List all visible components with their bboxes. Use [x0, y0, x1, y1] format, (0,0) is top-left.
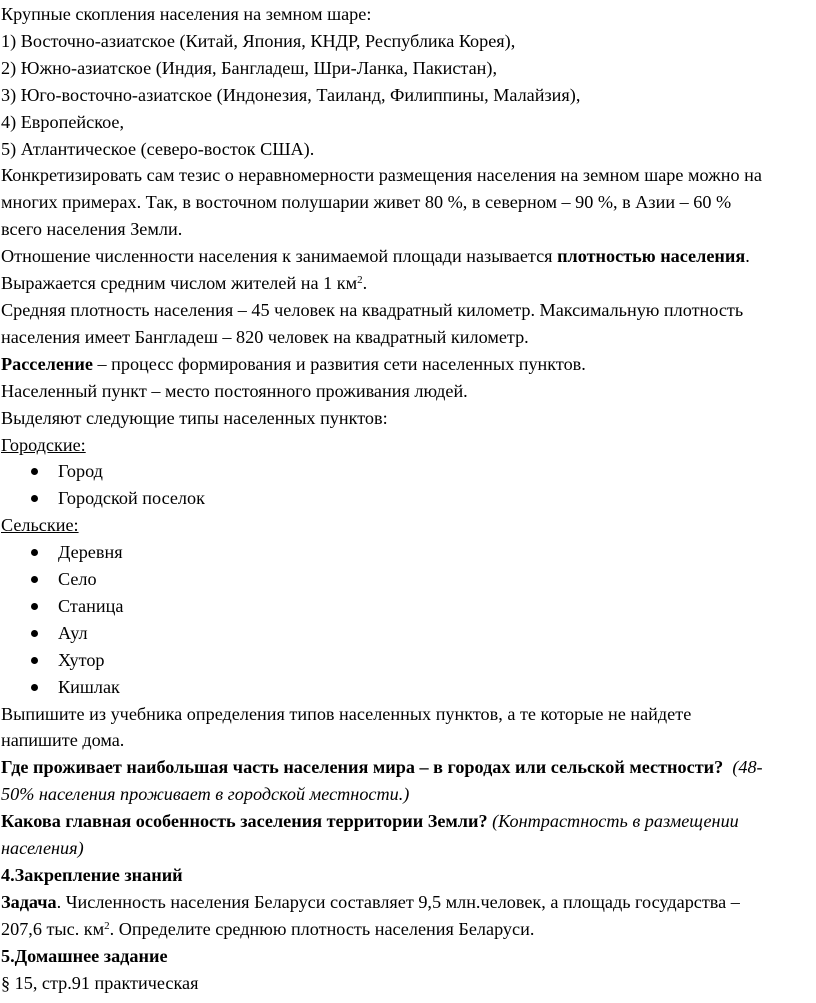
question-text: Какова главная особенность заселения территории Земли?	[1, 811, 488, 832]
rural-heading: Сельские:	[1, 515, 79, 536]
bullet-icon	[31, 603, 38, 610]
list-item	[1, 647, 816, 674]
task-line	[1, 916, 816, 943]
text-run: 207,6 тыс. км	[1, 918, 105, 939]
list-item-label: Аул	[58, 622, 88, 643]
answer-text: (48-	[732, 757, 763, 778]
text-run: . Определите среднюю плотность населения Беларуси.	[109, 918, 535, 939]
paragraph-line: многих примерах. Так, в восточном полушарии живет 80 %, в северном – 90 %, в Азии – 60 %	[1, 192, 732, 213]
text-run: Выражается средним числом жителей на 1 км	[1, 273, 358, 294]
list-item	[1, 566, 816, 593]
text-run: .	[745, 246, 750, 267]
answer-text: населения)	[1, 838, 84, 859]
answer-text: (Контрастность в размещении	[492, 811, 739, 832]
paragraph-line: всего населения Земли.	[1, 219, 183, 240]
paragraph-line: Средняя плотность населения – 45 человек на квадратный километр. Максимальную плотность	[1, 299, 744, 320]
bullet-icon	[31, 576, 38, 583]
list-item-label: Кишлак	[58, 676, 120, 697]
paragraph-line: населения имеет Бангладеш – 820 человек на квадратный километр.	[1, 326, 529, 347]
answer-text: 50% населения проживает в городской местности.)	[1, 784, 410, 805]
homework-text: § 15, стр.91 практическая	[1, 972, 199, 993]
bullet-icon	[31, 549, 38, 556]
section-heading: 4.Закрепление знаний	[1, 865, 183, 885]
superscript: 2	[104, 919, 110, 932]
list-item	[1, 593, 816, 620]
list-item-label: Село	[58, 569, 97, 590]
settlement-definition	[1, 351, 816, 378]
cluster-item: 1) Восточно-азиатское (Китай, Япония, КНДР, Республика Корея),	[1, 30, 516, 51]
text-run: – процесс формирования и развития сети населенных пунктов.	[92, 353, 586, 374]
list-item-label: Деревня	[58, 542, 123, 563]
rural-list	[1, 539, 816, 700]
list-item	[1, 458, 816, 485]
clusters-heading: Крупные скопления населения на земном шаре:	[1, 4, 372, 24]
urban-list	[1, 458, 816, 512]
list-item-label: Город	[58, 461, 103, 482]
density-units	[1, 270, 816, 297]
list-item	[1, 485, 816, 512]
cluster-item: 4) Европейское,	[1, 111, 125, 132]
list-item	[1, 620, 816, 647]
density-definition	[1, 243, 816, 270]
task	[1, 889, 816, 916]
paragraph-line: Выделяют следующие типы населенных пунктов:	[1, 407, 388, 428]
bullet-icon	[31, 495, 38, 502]
text-run: . Численность населения Беларуси составляет 9,5 млн.человек, а площадь государства –	[56, 891, 740, 912]
list-item-label: Хутор	[58, 649, 105, 670]
superscript: 2	[357, 274, 363, 287]
text-run: .	[362, 273, 368, 294]
bullet-icon	[31, 657, 38, 664]
question-1	[1, 754, 816, 781]
list-item	[1, 539, 816, 566]
cluster-item: 5) Атлантическое (северо-восток США).	[1, 138, 315, 159]
list-item-label: Городской поселок	[58, 488, 205, 509]
bullet-icon	[31, 630, 38, 637]
urban-heading: Городские:	[1, 434, 86, 455]
list-item-label: Станица	[58, 595, 124, 616]
cluster-item: 2) Южно-азиатское (Индия, Бангладеш, Шри-Ланка, Пакистан),	[1, 57, 497, 78]
paragraph-line: напишите дома.	[1, 730, 125, 751]
list-item	[1, 674, 816, 701]
task-label: Задача	[1, 891, 57, 912]
question-2	[1, 808, 816, 835]
paragraph-line: Выпишите из учебника определения типов населенных пунктов, а те которые не найдете	[1, 703, 692, 724]
text-run: Отношение численности населения к занимаемой площади называется	[1, 246, 558, 267]
term-settlement: Расселение	[1, 353, 93, 374]
paragraph-line: Конкретизировать сам тезис о неравномерности размещения населения на земном шаре можно на	[1, 165, 762, 186]
bullet-icon	[31, 468, 38, 475]
cluster-item: 3) Юго-восточно-азиатское (Индонезия, Таиланд, Филиппины, Малайзия),	[1, 84, 581, 105]
bullet-icon	[31, 684, 38, 691]
section-heading: 5.Домашнее задание	[1, 945, 168, 966]
paragraph-line: Населенный пункт – место постоянного проживания людей.	[1, 380, 468, 401]
term-density: плотностью населения	[557, 246, 746, 267]
question-text: Где проживает наибольшая часть населения мира – в городах или сельской местности?	[1, 757, 724, 778]
